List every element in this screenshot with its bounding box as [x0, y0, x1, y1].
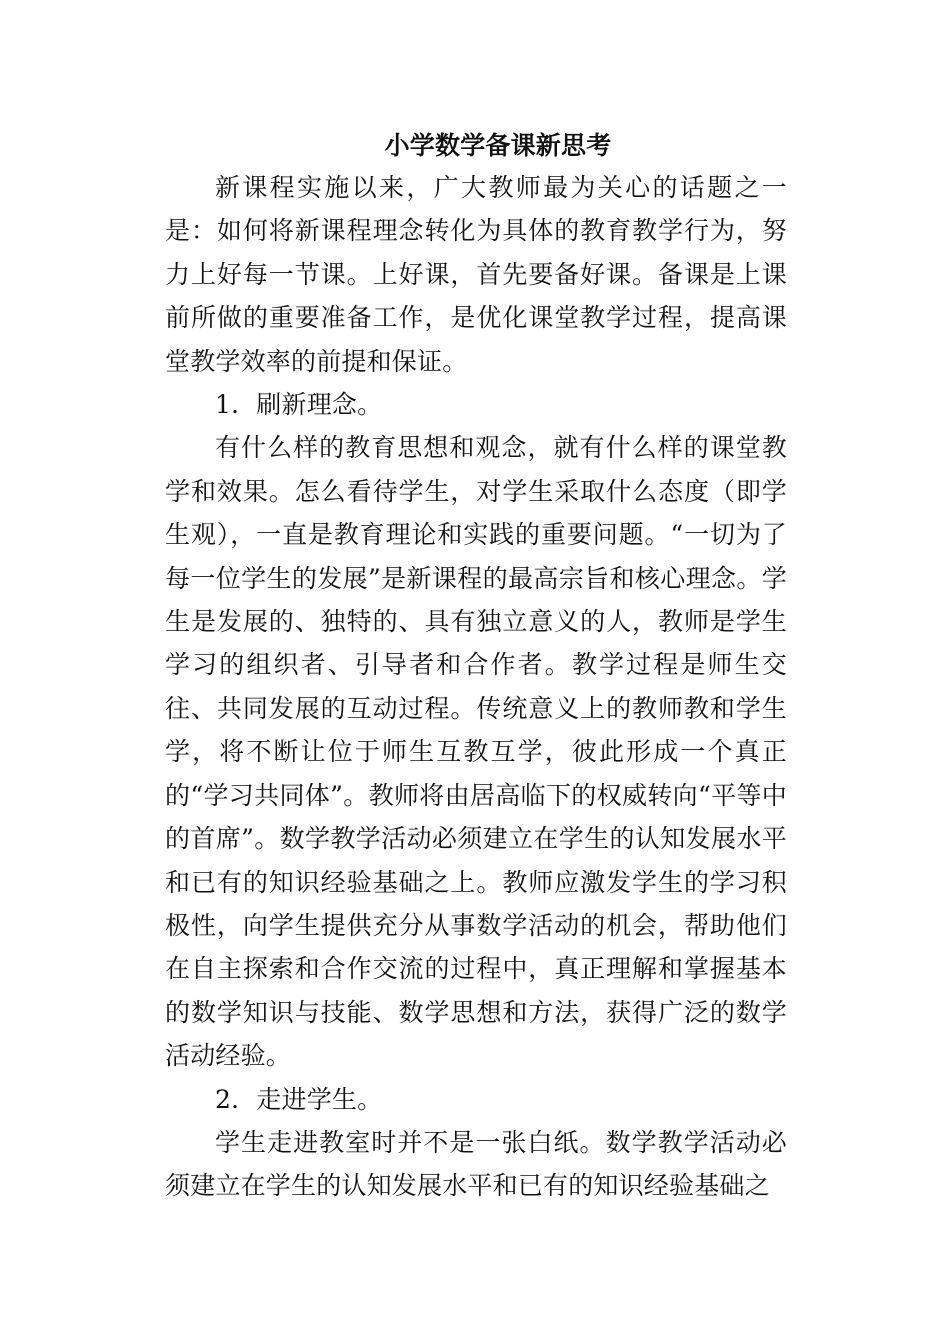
section-1-heading: 1．刷新理念。	[215, 390, 383, 420]
section-2-paragraph: 学生走进教室时并不是一张白纸。数学教学活动必须建立在学生的认知发展水平和已有的知识经验基础之	[165, 1127, 787, 1201]
document-body	[165, 126, 787, 1208]
intro-paragraph: 新课程实施以来，广大教师最为关心的话题之一是：如何将新课程理念转化为具体的教育教学行为，努力上好每一节课。上好课，首先要备好课。备课是上课前所做的重要准备工作，是优化课堂教学过程，提高课堂教学效率的前提和保证。	[165, 173, 787, 376]
document-title: 小学数学备课新思考	[384, 131, 612, 160]
section-1-paragraph: 有什么样的教育思想和观念，就有什么样的课堂教学和效果。怎么看待学生，对学生采取什么态度（即学生观），一直是教育理论和实践的重要问题。“一切为了每一位学生的发展”是新课程的最高宗旨和核心理念。学生是发展的、独特的、具有独立意义的人，教师是学生学习的组织者、引导者和合作者。教学过程是师生交往、共同发展的互动过程。传统意义上的教师教和学生学，将不断让位于师生互教互学，彼此形成一个真正的“学习共同体”。教师将由居高临下的权威转向“平等中的首席”。数学教学活动必须建立在学生的认知发展水平和已有的知识经验基础之上。教师应激发学生的学习积极性，向学生提供充分从事数学活动的机会，帮助他们在自主探索和合作交流的过程中，真正理解和掌握基本的数学知识与技能、数学思想和方法，获得广泛的数学活动经验。	[165, 433, 787, 1071]
section-2-heading: 2．走进学生。	[215, 1084, 383, 1114]
